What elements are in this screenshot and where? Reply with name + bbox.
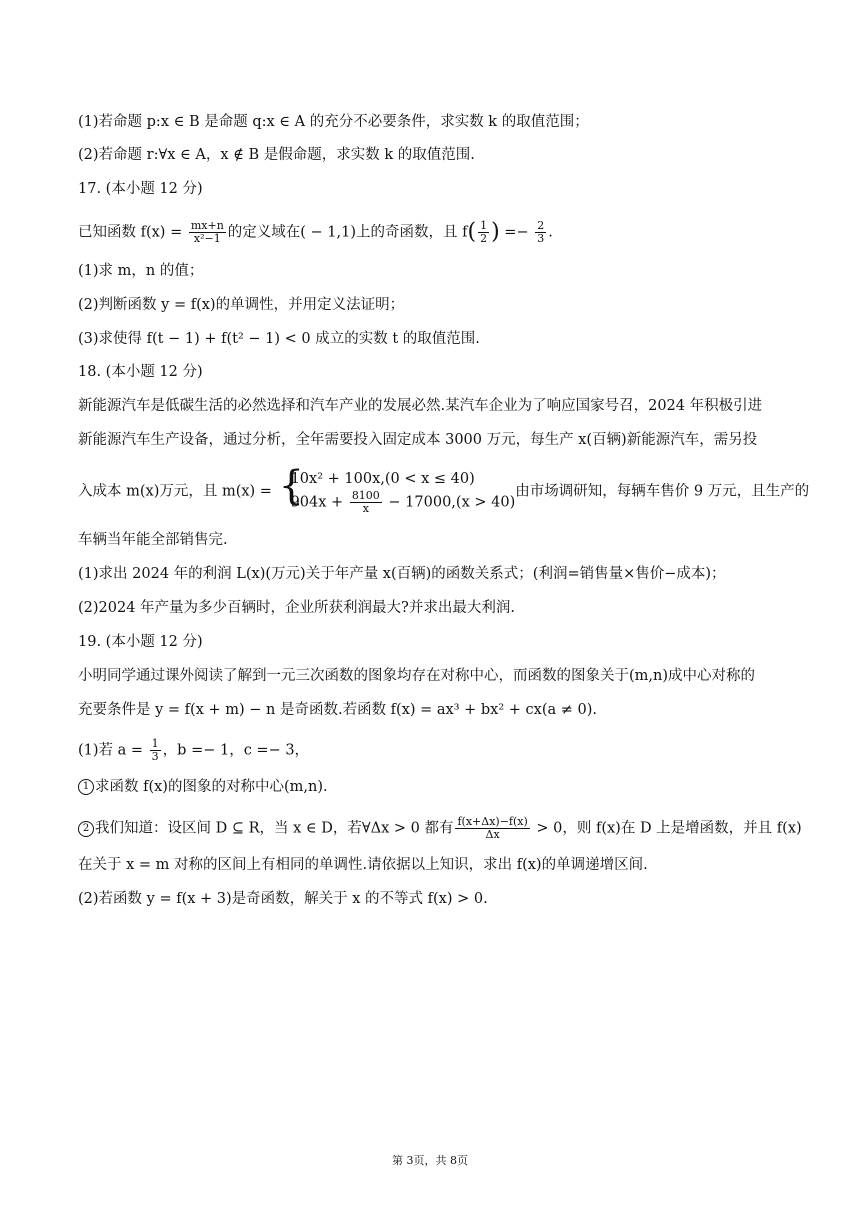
q19-line2: 充要条件是 y = f(x + m) − n 是奇函数.若函数 f(x) = ax³ + bx² + cx(a ≠ 0). xyxy=(78,702,598,718)
q18-line2: 新能源汽车生产设备，通过分析，全年需要投入固定成本 3000 万元，每生产 x(百辆)新能源汽车，需另投 xyxy=(78,432,758,448)
q18-case2-a: 904x + xyxy=(290,494,348,511)
q17-stem: 已知函数 f(x) = $\frac{mx+n}{\text{x²−1}}$ 的定义域在( − 1,1)上的奇函数，且 f( $\frac{1}{2}$ ) =− $\frac{2}{3}$ . xyxy=(78,219,553,245)
q19-sub2-a: 我们知道：设区间 D ⊆ R，当 x ∈ D，若∀Δx > 0 都有 xyxy=(95,820,454,837)
q19-line1: 小明同学通过课外阅读了解到一元三次函数的图象均存在对称中心，而函数的图象关于(m,n)成中心对称的 xyxy=(78,668,756,684)
page-footer: 第 3页，共 8页 xyxy=(392,1154,468,1167)
q17-part2: (2)判断函数 y = f(x)的单调性，并用定义法证明； xyxy=(78,297,405,313)
q16-part2: (2)若命题 r:∀x ∈ A，x ∉ B 是假命题，求实数 k 的取值范围. xyxy=(78,147,475,163)
q18-line4: 车辆当年能全部销售完. xyxy=(78,532,228,548)
q17-stem-a: 已知函数 f(x) = xyxy=(78,224,187,241)
q19-diff-num: f(x+Δx)−f(x) xyxy=(457,815,528,828)
q18-line3-a: 入成本 m(x)万元，且 m(x) = xyxy=(78,483,277,500)
q19-part1-a: (1)若 a = xyxy=(78,742,148,759)
q19-sub2-cont: 在关于 x = m 对称的区间上有相同的单调性.请依据以上知识，求出 f(x)的单调递增区间. xyxy=(78,857,648,873)
q19-part1 xyxy=(78,738,782,763)
q17-stem-c: =− xyxy=(499,224,534,241)
q18-case2-frac xyxy=(350,490,382,515)
q19-sub2 xyxy=(78,815,802,841)
q17-stem-b: 的定义域在( − 1,1)上的奇函数，且 f xyxy=(227,224,468,241)
q18-line1: 新能源汽车是低碳生活的必然选择和汽车产业的发展必然.某汽车企业为了响应国家号召，2024 年积极引进 xyxy=(78,398,763,414)
q18-case2-b: − 17000,(x > 40) xyxy=(383,494,516,511)
q18-line3-b: 由市场调研知，每辆车售价 9 万元，且生产的 xyxy=(515,483,810,500)
q18-header: 18. (本小题 12 分) xyxy=(78,364,203,380)
q18-case2-den: x xyxy=(362,502,369,515)
q18-case2 xyxy=(291,490,516,515)
q19-a-frac xyxy=(150,738,161,763)
q19-diff-den: Δx xyxy=(485,828,500,841)
q19-sub1 xyxy=(78,777,782,797)
q19-a-num: 1 xyxy=(151,737,159,750)
q19-diff-quotient xyxy=(455,816,529,841)
q18-case2-num: 8100 xyxy=(351,489,380,502)
circled-one-marker: 1 xyxy=(78,779,94,795)
q17-val-den: 3 xyxy=(537,232,545,245)
q19-a-den: 3 xyxy=(151,750,159,763)
q17-part3: (3)求使得 f(t − 1) + f(t² − 1) < 0 成立的实数 t 的取值范围. xyxy=(78,331,480,347)
q17-stem-end: . xyxy=(548,224,553,241)
q17-header: 17. (本小题 12 分) xyxy=(78,181,203,197)
circled-two-marker: 2 xyxy=(78,821,94,837)
q19-header: 19. (本小题 12 分) xyxy=(78,634,203,650)
q17-half xyxy=(478,220,489,245)
q18-line3 xyxy=(78,463,810,515)
q19-sub1-text: 求函数 f(x)的图象的对称中心(m,n). xyxy=(95,779,328,795)
q19-part2: (2)若函数 y = f(x + 3)是奇函数，解关于 x 的不等式 f(x) > 0. xyxy=(78,891,488,907)
q17-frac-num: mx+n xyxy=(190,219,224,232)
q17-frac-den: x²−1 xyxy=(193,232,221,245)
q17-part1: (1)求 m，n 的值； xyxy=(78,263,204,279)
q17-val-num: 2 xyxy=(537,219,545,232)
q18-piecewise: { 10x² + 100x,(0 < x ≤ 40) 904x + $\frac{8100}{x}$ − 17000,(x > 40) xyxy=(278,463,516,515)
q17-value xyxy=(535,220,546,245)
q19-part1-b: ，b =− 1，c =− 3， xyxy=(162,742,310,759)
q18-part2: (2)2024 年产量为多少百辆时，企业所获利润最大?并求出最大利润. xyxy=(78,600,515,616)
q16-part1: (1)若命题 p:x ∈ B 是命题 q:x ∈ A 的充分不必要条件，求实数 k 的取值范围； xyxy=(78,114,589,130)
q18-case1: 10x² + 100x,(0 < x ≤ 40) xyxy=(290,471,475,487)
q17-half-den: 2 xyxy=(480,232,488,245)
q17-fraction xyxy=(189,220,226,245)
q17-half-num: 1 xyxy=(480,219,488,232)
q18-part1: (1)求出 2024 年的利润 L(x)(万元)关于年产量 x(百辆)的函数关系式；(利润=销售量×售价−成本)； xyxy=(78,566,726,582)
q19-sub2-b: > 0，则 f(x)在 D 上是增函数，并且 f(x) xyxy=(531,820,802,837)
